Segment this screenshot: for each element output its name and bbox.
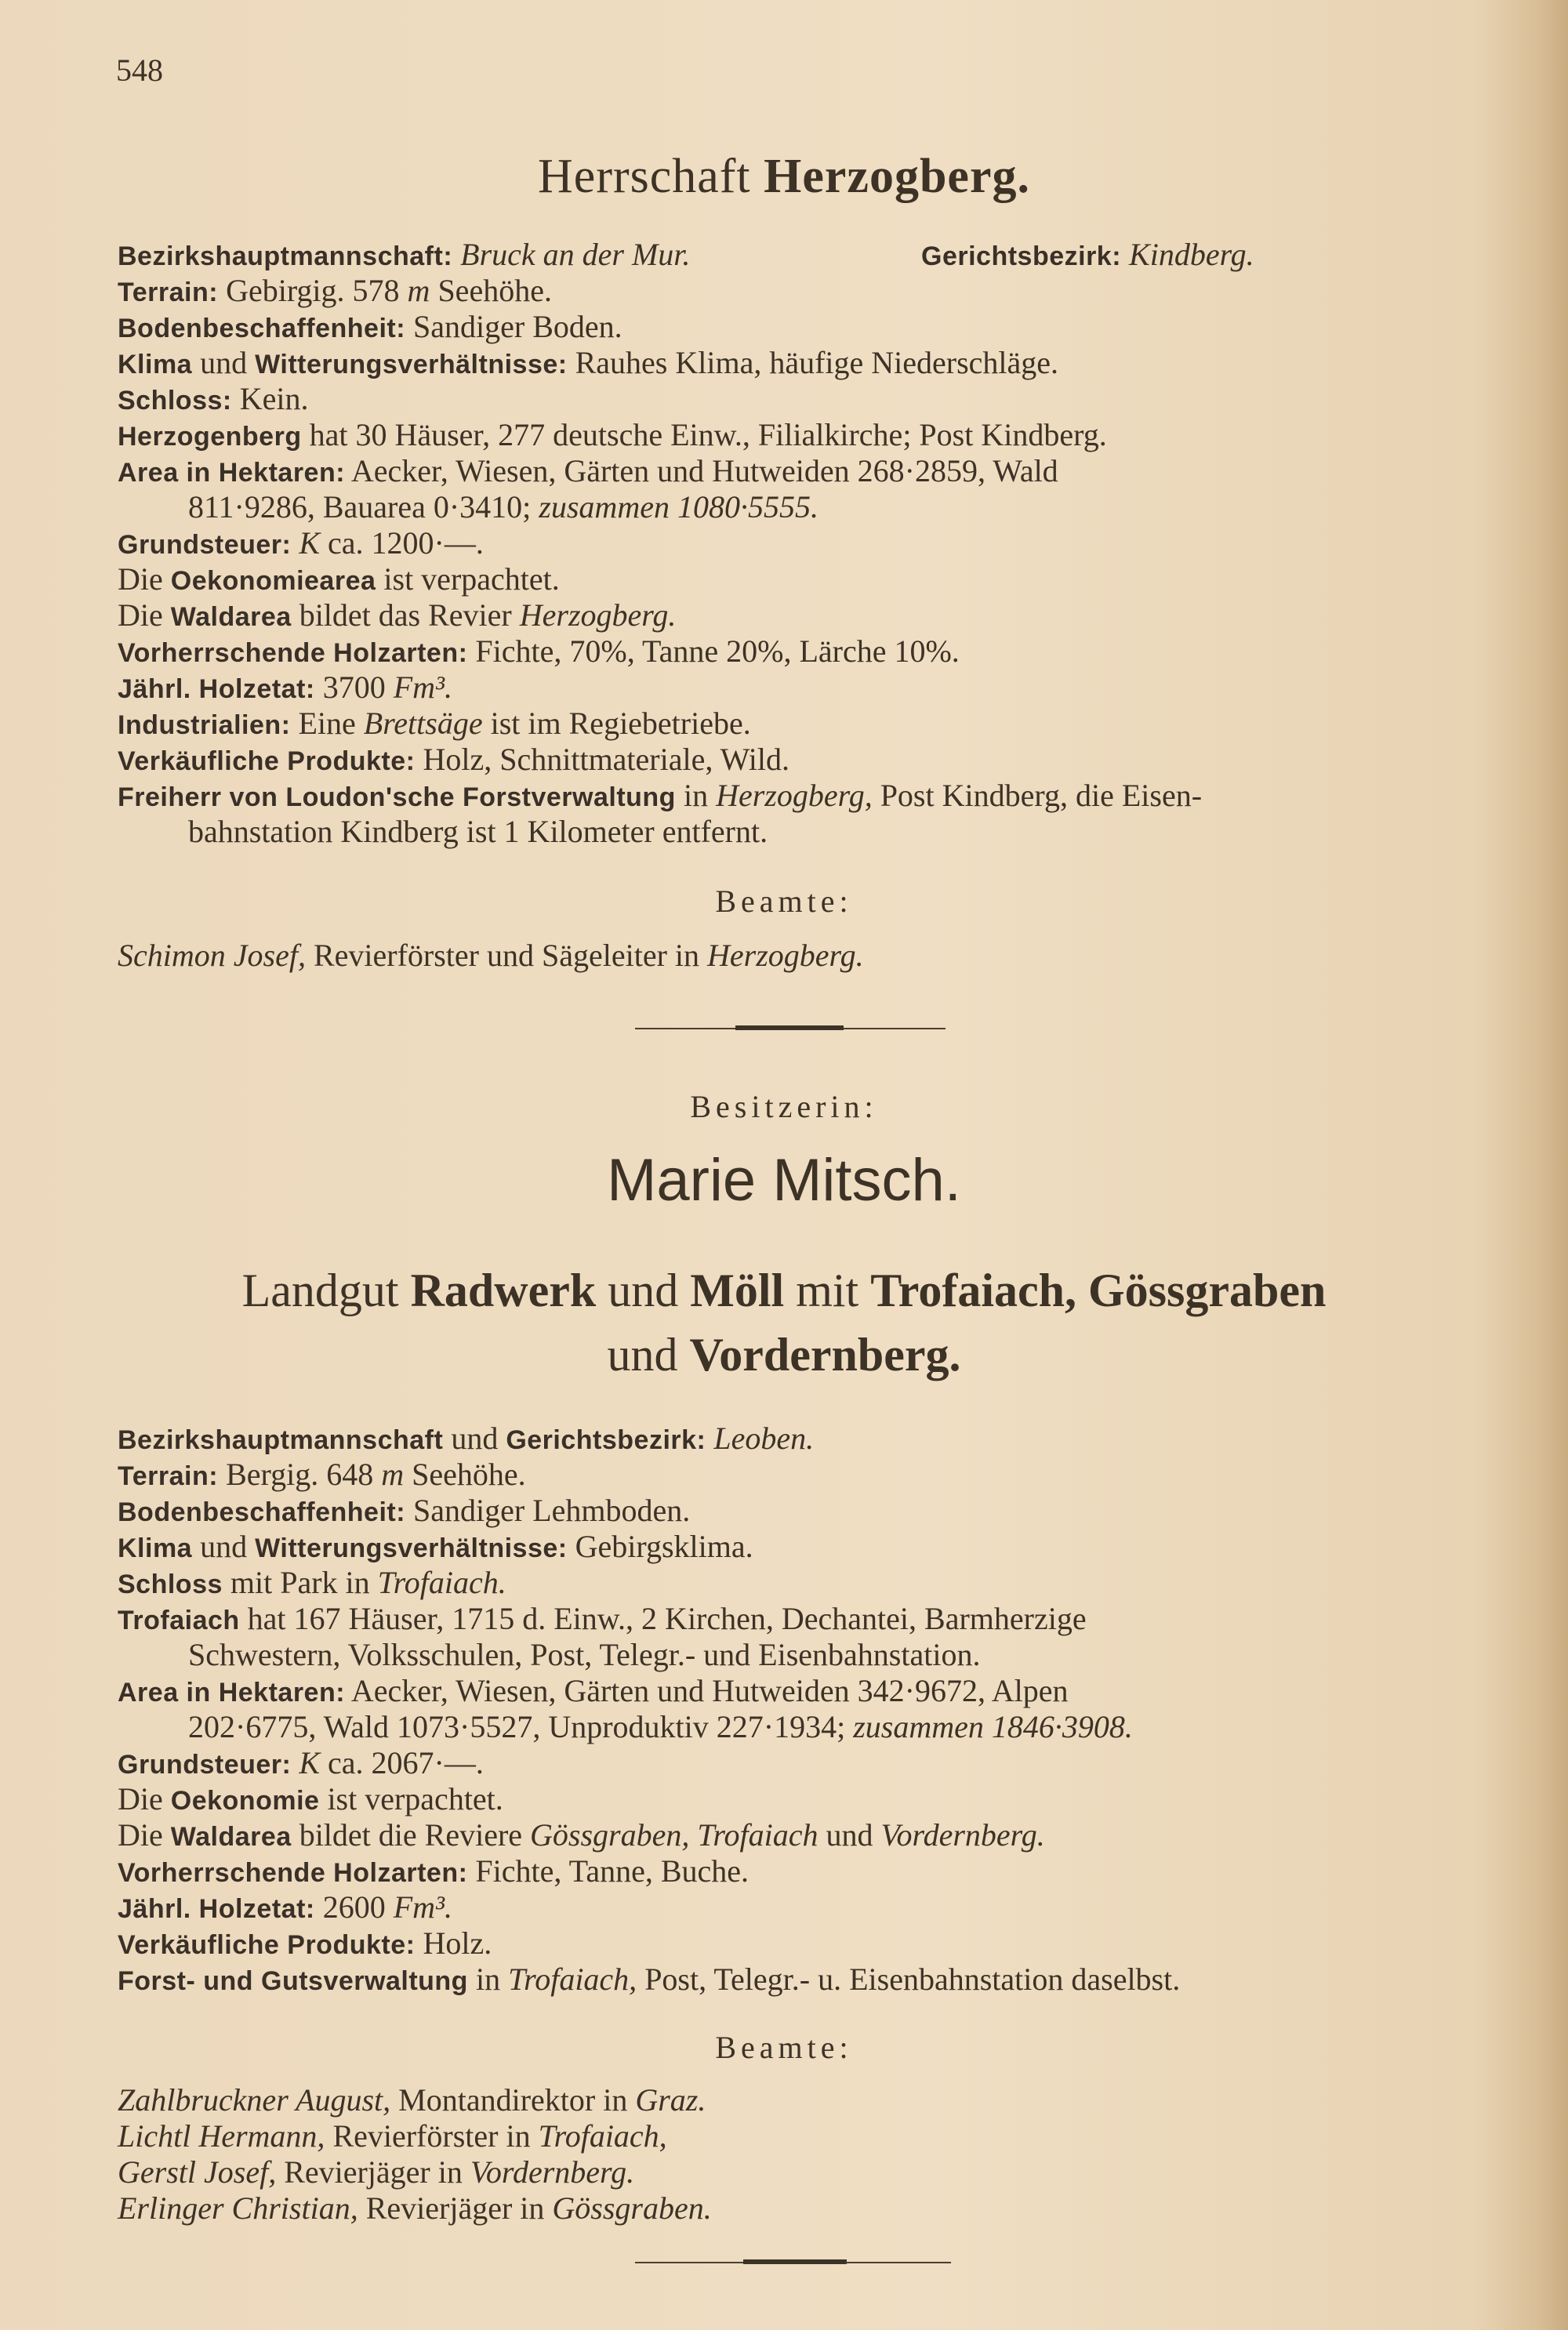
divider-line-right	[844, 1028, 946, 1029]
s2-ort-line-cont: Schwestern, Volksschulen, Post, Telegr.- und Eisenbahnstation.	[188, 1637, 981, 1672]
s2-owner-heading: Besitzerin:	[690, 1089, 878, 1124]
s1-produkte-line: Verkäufliche Produkte: Holz, Schnittmateriale, Wild.	[118, 742, 790, 777]
s2-holzarten-line: Vorherrschende Holzarten: Fichte, Tanne, Buche.	[118, 1853, 750, 1889]
s1-klima-line: Klima und Witterungsverhältnisse: Rauhes Klima, häufige Niederschläge.	[118, 345, 1059, 380]
s2-title-line2: und Vordernberg.	[607, 1329, 961, 1381]
s2-terrain-line: Terrain: Bergig. 648 m Seehöhe.	[118, 1457, 526, 1492]
s2-wald-line: Die Waldarea bildet die Reviere Gössgraben, Trofaiach und Vordernberg.	[118, 1817, 1045, 1853]
s2-oekonomie-line: Die Oekonomie ist verpachtet.	[118, 1781, 503, 1816]
divider-line-left	[635, 1028, 737, 1029]
s1-area-line: Area in Hektaren: Aecker, Wiesen, Gärten und Hutweiden 268·2859, Wald	[118, 453, 1058, 488]
s2-holzetat-line: Jährl. Holzetat: 2600 Fm³.	[118, 1889, 453, 1925]
divider-line-right	[845, 2262, 951, 2263]
s2-klima-line: Klima und Witterungsverhältnisse: Gebirgsklima.	[118, 1529, 753, 1564]
s1-holzetat-line: Jährl. Holzetat: 3700 Fm³.	[118, 670, 453, 705]
s2-owner-name: Marie Mitsch.	[607, 1147, 961, 1214]
page-number: 548	[116, 53, 163, 88]
divider-ornament	[743, 2259, 847, 2264]
s1-schloss-line: Schloss: Kein.	[118, 381, 309, 416]
divider-ornament	[735, 1025, 844, 1030]
s2-title-line1: Landgut Radwerk und Möll mit Trofaiach, Gössgraben	[241, 1265, 1327, 1316]
s2-forstverwaltung-line: Forst- und Gutsverwaltung in Trofaiach, Post, Telegr.- u. Eisenbahnstation daselbst.	[118, 1962, 1181, 1997]
s1-wald-line: Die Waldarea bildet das Revier Herzogberg.	[118, 597, 677, 633]
s1-boden-line: Bodenbeschaffenheit: Sandiger Boden.	[118, 309, 622, 344]
s2-area-line-cont: 202·6775, Wald 1073·5527, Unproduktiv 227·1934; zusammen 1846·3908.	[188, 1709, 1133, 1744]
s1-holzarten-line: Vorherrschende Holzarten: Fichte, 70%, Tanne 20%, Lärche 10%.	[118, 633, 960, 669]
divider-line-left	[635, 2262, 745, 2263]
s1-terrain-line: Terrain: Gebirgig. 578 m Seehöhe.	[118, 273, 552, 308]
s1-grund-line: Grundsteuer: K ca. 1200·—.	[118, 525, 484, 561]
s2-schloss-line: Schloss mit Park in Trofaiach.	[118, 1565, 506, 1600]
s1-forstverwaltung-line: Freiherr von Loudon'sche Forstverwaltung in Herzogberg, Post Kindberg, die Eisen-	[118, 778, 1203, 813]
s1-bezirk-line: Bezirkshauptmannschaft: Bruck an der Mur.	[118, 237, 691, 272]
s1-beamte-entry: Schimon Josef, Revierförster und Sägeleiter in Herzogberg.	[118, 938, 864, 973]
s1-area-line-cont: 811·9286, Bauarea 0·3410; zusammen 1080·5555.	[188, 489, 818, 524]
s2-beamte-entry: Lichtl Hermann, Revierförster in Trofaiach,	[118, 2118, 667, 2154]
s2-ort-line: Trofaiach hat 167 Häuser, 1715 d. Einw., 2 Kirchen, Dechantei, Barmherzige	[118, 1601, 1087, 1636]
s1-oekonomie-line: Die Oekonomiearea ist verpachtet.	[118, 561, 560, 597]
s2-beamte-heading: Beamte:	[715, 2030, 853, 2065]
s1-industrialien-line: Industrialien: Eine Brettsäge ist im Regiebetriebe.	[118, 706, 751, 741]
s2-bezirk-line: Bezirkshauptmannschaft und Gerichtsbezirk: Leoben.	[118, 1421, 815, 1456]
s2-beamte-entry: Gerstl Josef, Revierjäger in Vordernberg.	[118, 2154, 635, 2190]
s2-area-line: Area in Hektaren: Aecker, Wiesen, Gärten und Hutweiden 342·9672, Alpen	[118, 1673, 1069, 1708]
s1-beamte-heading: Beamte:	[715, 884, 853, 919]
s2-beamte-entry: Zahlbruckner August, Montandirektor in Graz.	[118, 2082, 706, 2118]
s2-grund-line: Grundsteuer: K ca. 2067·—.	[118, 1745, 484, 1780]
s2-beamte-entry: Erlinger Christian, Revierjäger in Gössgraben.	[118, 2190, 712, 2226]
s1-ort-line: Herzogenberg hat 30 Häuser, 277 deutsche Einw., Filialkirche; Post Kindberg.	[118, 417, 1107, 452]
s1-gericht-line: Gerichtsbezirk: Kindberg.	[921, 237, 1254, 272]
s1-forstverwaltung-line-cont: bahnstation Kindberg ist 1 Kilometer entfernt.	[188, 814, 768, 849]
section1-title: Herrschaft Herzogberg.	[538, 150, 1030, 203]
s2-produkte-line: Verkäufliche Produkte: Holz.	[118, 1925, 492, 1961]
s2-boden-line: Bodenbeschaffenheit: Sandiger Lehmboden.	[118, 1493, 691, 1528]
